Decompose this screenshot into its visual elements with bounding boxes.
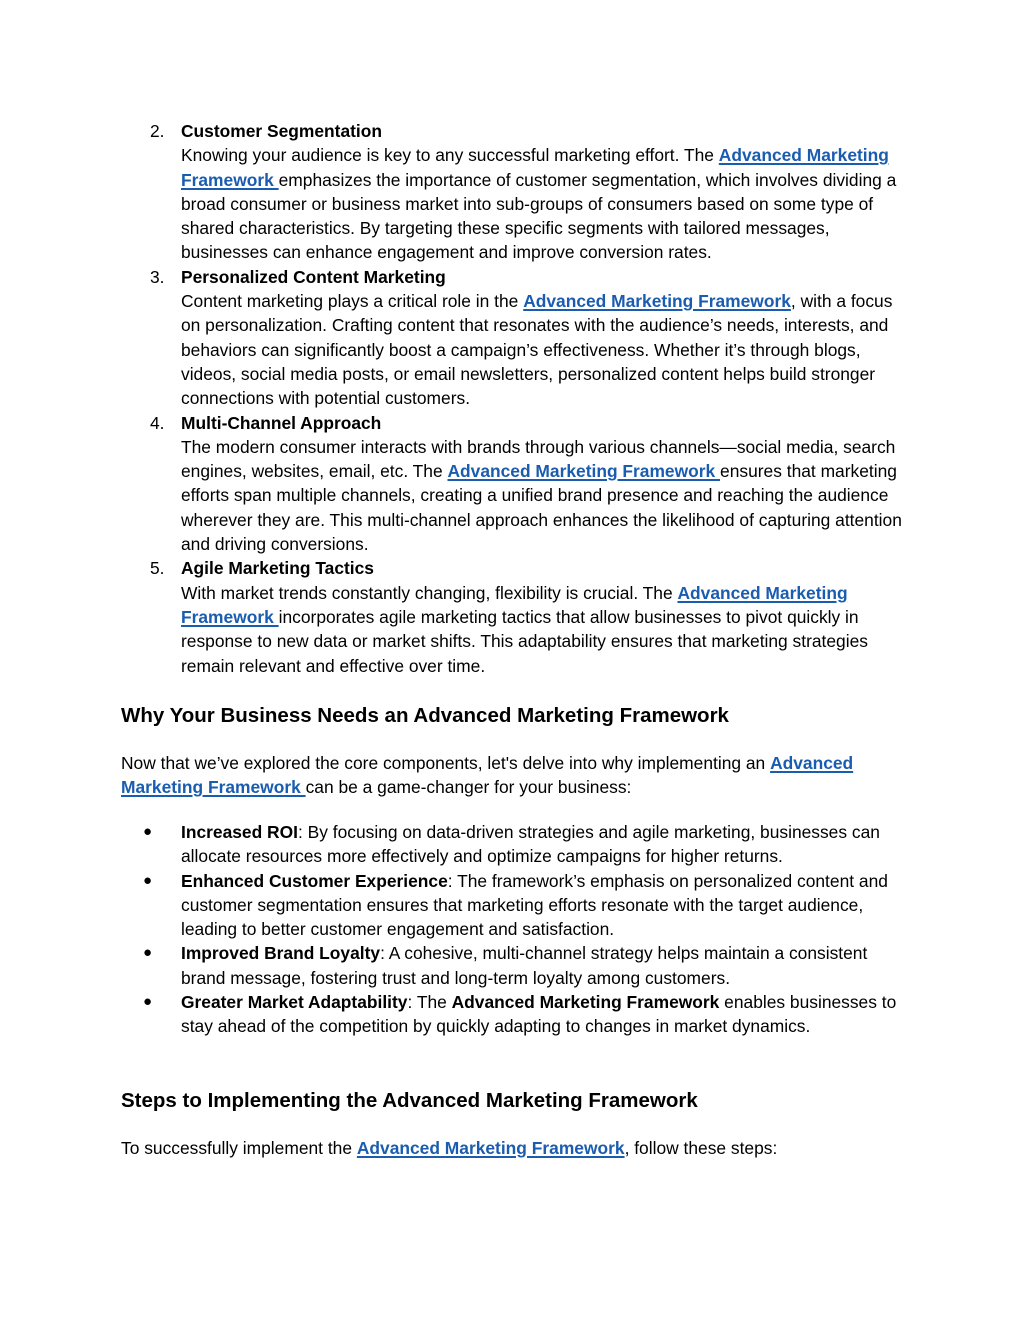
paragraph-text: Now that we’ve explored the core components, let's delve into why implementing an <box>121 753 771 773</box>
benefit-text: : The <box>407 992 452 1013</box>
core-components-list <box>121 119 911 678</box>
benefit-title: Enhanced Customer Experience <box>181 870 448 891</box>
list-item-multi-channel <box>121 411 911 557</box>
benefit-item-roi <box>121 820 911 869</box>
item-text: Knowing your audience is key to any successful marketing effort. The <box>181 145 719 166</box>
item-text: The modern consumer interacts with brands through various channels—social media, search engines, websites, email, etc. The <box>181 436 896 482</box>
benefit-bold-phrase: Advanced Marketing Framework <box>451 992 720 1013</box>
advanced-marketing-framework-link[interactable]: Advanced Marketing Framework <box>447 461 721 482</box>
paragraph-text: To successfully implement the <box>121 1138 357 1158</box>
item-text: With market trends constantly changing, flexibility is crucial. The <box>181 582 678 603</box>
list-item-personalized-content <box>121 265 911 411</box>
section-heading-steps: Steps to Implementing the Advanced Marketing Framework <box>121 1089 698 1112</box>
list-number: 2. <box>150 121 165 141</box>
item-title: Multi-Channel Approach <box>181 412 382 433</box>
list-item-agile-tactics <box>121 556 911 677</box>
bullet-icon: ● <box>143 944 153 962</box>
benefit-item-market-adaptability <box>121 990 911 1039</box>
list-item-customer-segmentation <box>121 119 911 265</box>
list-number: 4. <box>150 412 165 433</box>
section-heading-why: Why Your Business Needs an Advanced Marketing Framework <box>121 704 729 727</box>
benefit-item-customer-experience <box>121 869 911 942</box>
advanced-marketing-framework-link[interactable]: Advanced Marketing Framework <box>181 145 889 190</box>
benefits-list <box>121 820 911 1039</box>
advanced-marketing-framework-link[interactable]: Advanced Marketing Framework <box>121 753 854 798</box>
benefit-text: : By focusing on data-driven strategies and agile marketing, businesses can allocate resources more effectively and optimize campaigns for higher returns. <box>181 822 880 867</box>
list-number: 5. <box>150 558 165 579</box>
item-text: Content marketing plays a critical role in the <box>181 291 524 312</box>
item-text: ensures that marketing efforts span multiple channels, creating a unified brand presence and reaching the audience wherever they are. This multi-channel approach enhances the likelihood of capturing attention and driving conversions. <box>181 461 902 555</box>
item-title: Agile Marketing Tactics <box>181 558 374 579</box>
benefit-item-brand-loyalty <box>121 941 911 990</box>
item-title: Personalized Content Marketing <box>181 266 446 287</box>
item-text: emphasizes the importance of customer segmentation, which involves dividing a broad consumer or business market into sub-groups of consumers based on some type of shared characteristics. By targeting these specific segments with tailored messages, businesses can enhance engagement and improve conversion rates. <box>181 169 897 263</box>
paragraph-text: , follow these steps: <box>624 1138 778 1158</box>
benefit-text: enables businesses to stay ahead of the competition by quickly adapting to changes in market dynamics. <box>181 992 897 1037</box>
bullet-icon: ● <box>143 823 153 840</box>
bullet-icon: ● <box>143 993 153 1011</box>
why-intro-paragraph <box>121 751 911 800</box>
benefit-title: Improved Brand Loyalty <box>181 943 381 964</box>
steps-intro-paragraph <box>121 1136 911 1160</box>
bullet-icon: ● <box>143 871 153 889</box>
benefit-title: Greater Market Adaptability <box>181 992 408 1013</box>
item-title: Customer Segmentation <box>181 121 382 141</box>
paragraph-text: can be a game-changer for your business: <box>305 777 632 798</box>
item-text: incorporates agile marketing tactics that allow businesses to pivot quickly in response to new data or market shifts. This adaptability ensures that marketing strategies remain relevant and effective over time. <box>181 606 868 676</box>
item-text: , with a focus on personalization. Crafting content that resonates with the audience’s needs, interests, and behaviors can significantly boost a campaign’s effectiveness. Whether it’s through blogs, videos, social media posts, or email newsletters, personalized content helps build stronger connections with potential customers. <box>181 291 893 409</box>
list-number: 3. <box>150 266 165 287</box>
benefit-text: : A cohesive, multi-channel strategy helps maintain a consistent brand message, fostering trust and long-term loyalty among customers. <box>181 943 868 988</box>
advanced-marketing-framework-link[interactable]: Advanced Marketing Framework <box>523 291 791 312</box>
advanced-marketing-framework-link[interactable]: Advanced Marketing Framework <box>356 1138 625 1158</box>
benefit-text: : The framework’s emphasis on personalized content and customer segmentation ensures that marketing efforts resonate with the target audience, leading to better customer engagement and satisfaction. <box>181 870 888 940</box>
advanced-marketing-framework-link[interactable]: Advanced Marketing Framework <box>181 582 848 627</box>
benefit-title: Increased ROI <box>181 822 298 842</box>
